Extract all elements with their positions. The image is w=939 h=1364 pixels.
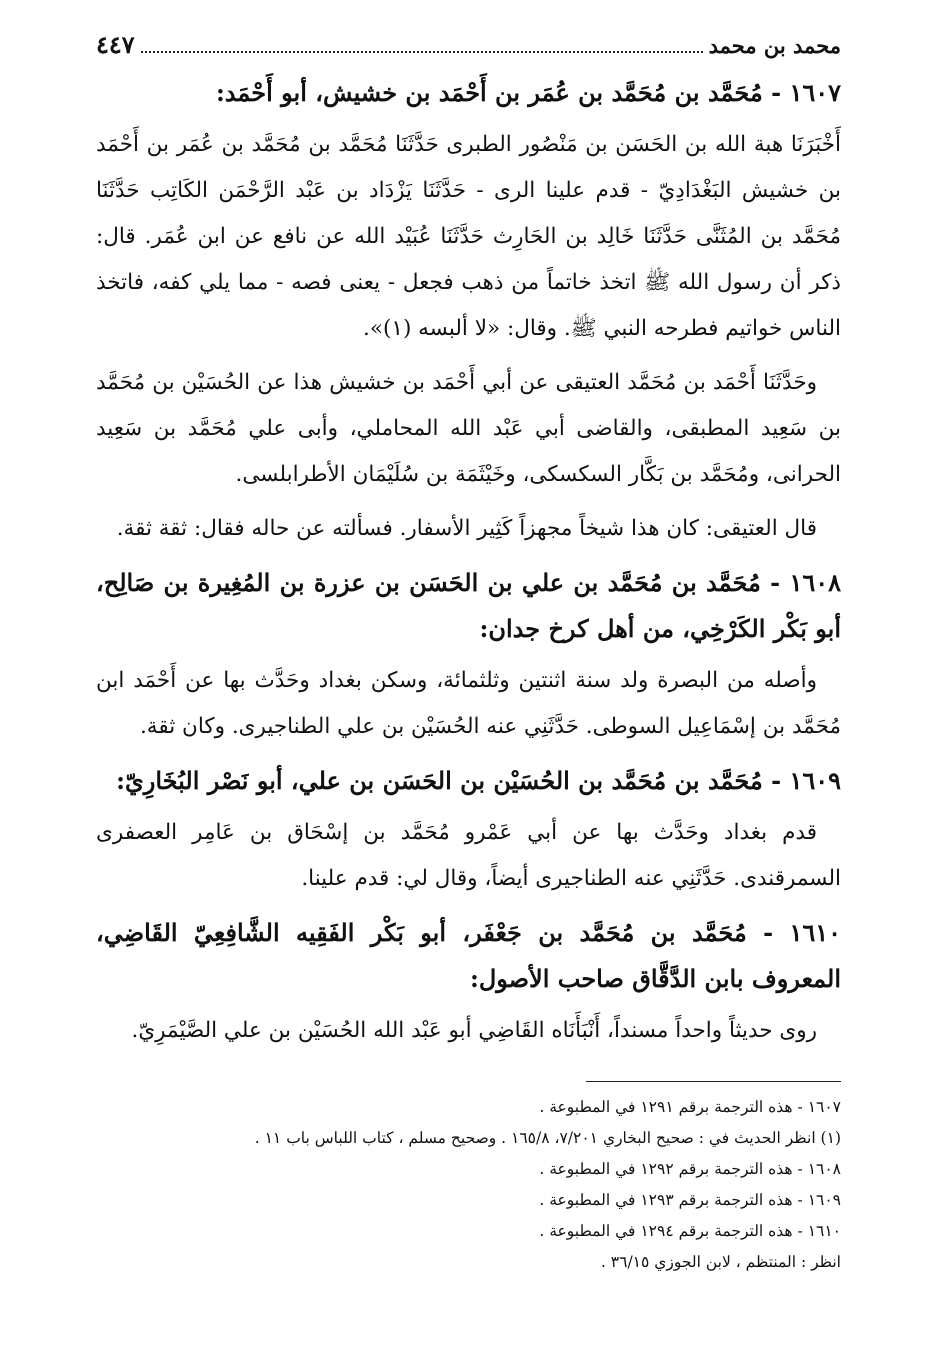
entry-1608: [96, 560, 841, 750]
main-text: [96, 70, 841, 1062]
entry-1609: [96, 758, 841, 902]
entry-paragraph: أَخْبَرَنَا هبة الله بن الحَسَن بن مَنْصُور الطبرى حَدَّثَنَا مُحَمَّد بن مُحَمَّد بن عُمَر بن أَحْمَد بن خشيش البَغْدَادِيّ - قدم علينا الرى - حَدَّثَنَا يَزْدَاد بن عَبْد الرَّحْمَن الكَاتِب حَدَّثَنَا مُحَمَّد بن المُثَنَّى حَدَّثَنَا خَالِد بن الحَارِث حَدَّثَنَا عُبَيْد الله عن نافع عن ابن عُمَر. قال: ذكر أن رسول الله ﷺ اتخذ خاتماً من ذهب فجعل - يعنى فصه - مما يلي كفه، فاتخذ الناس خواتيم فطرحه النبي ﷺ. وقال: «لا ألبسه (١)».: [96, 132, 841, 341]
footnote: ١٦٠٨ - هذه الترجمة برقم ١٢٩٢ في المطبوعة .: [539, 1160, 841, 1178]
page-number: ٤٤٧: [96, 30, 135, 59]
footnote-divider: [586, 1081, 841, 1082]
entry-title: ١٦٠٨ - مُحَمَّد بن مُحَمَّد بن علي بن الحَسَن بن عزرة بن المُغِيرة بن صَالِح، أبو بَكْر الكَرْخِي، من أهل كرخ جدان:: [96, 568, 842, 643]
footnote: ١٦١٠ - هذه الترجمة برقم ١٢٩٤ في المطبوعة .: [539, 1222, 841, 1240]
entry-1610: [96, 910, 841, 1054]
entry-title: ١٦٠٩ - مُحَمَّد بن مُحَمَّد بن الحُسَيْن بن الحَسَن بن علي، أبو نَصْر البُخَارِيّ:: [116, 766, 841, 795]
footnote: انظر : المنتظم ، لابن الجوزي ٣٦/١٥ .: [600, 1253, 841, 1271]
entry-title: ١٦١٠ - مُحَمَّد بن مُحَمَّد بن جَعْفَر، أبو بَكْر الفَقِيه الشَّافِعِيّ القَاضِي، المعروف بابن الدَّقَّاق صاحب الأصول:: [96, 918, 841, 993]
footnote: (١) انظر الحديث في : صحيح البخاري ٧/٢٠١، ١٦٥/٨ . وصحيح مسلم ، كتاب اللباس باب ١١ .: [254, 1129, 841, 1147]
entry-paragraph: وحَدَّثَنَا أَحْمَد بن مُحَمَّد العتيقى عن أبي أَحْمَد بن خشيش هذا عن الحُسَيْن بن مُحَمَّد بن سَعِيد المطبقى، والقاضى أبي عَبْد الله المحاملي، وأبى علي مُحَمَّد بن سَعِيد الحرانى، ومُحَمَّد بن بَكَّار السكسكى، وخَيْثَمَة بن سُلَيْمَان الأطرابلسى.: [96, 370, 841, 487]
entry-paragraph: وأصله من البصرة ولد سنة اثنتين وثلثمائة، وسكن بغداد وحَدَّث بها عن أَحْمَد ابن مُحَمَّد بن إسْمَاعِيل السوطى. حَدَّثَنِي عنه الحُسَيْن بن علي الطناجيرى. وكان ثقة.: [96, 668, 841, 739]
header-dot-leader: [141, 37, 703, 53]
entry-title: ١٦٠٧ - مُحَمَّد بن مُحَمَّد بن عُمَر بن أَحْمَد بن خشيش، أبو أَحْمَد:: [215, 78, 841, 107]
page-header: [96, 30, 841, 64]
entry-1607: [96, 70, 841, 552]
footnote: ١٦٠٧ - هذه الترجمة برقم ١٢٩١ في المطبوعة .: [539, 1098, 841, 1116]
footnotes: [96, 1092, 841, 1278]
footnote: ١٦٠٩ - هذه الترجمة برقم ١٢٩٣ في المطبوعة .: [539, 1191, 841, 1209]
entry-paragraph: قال العتيقى: كان هذا شيخاً مجهزاً كَثِير الأسفار. فسألته عن حاله فقال: ثقة ثقة.: [116, 516, 817, 541]
running-head: محمد بن محمد: [708, 33, 841, 58]
entry-paragraph: روى حديثاً واحداً مسنداً، أَنْبَأَنَاه القَاضِي أبو عَبْد الله الحُسَيْن بن علي الصَّيْمَرِيّ.: [131, 1018, 817, 1043]
entry-paragraph: قدم بغداد وحَدَّث بها عن أبي عَمْرو مُحَمَّد بن إسْحَاق بن عَامِر العصفرى السمرقندى. حَدَّثَنِي عنه الطناجيرى أيضاً، وقال لي: قدم علينا.: [96, 820, 841, 891]
